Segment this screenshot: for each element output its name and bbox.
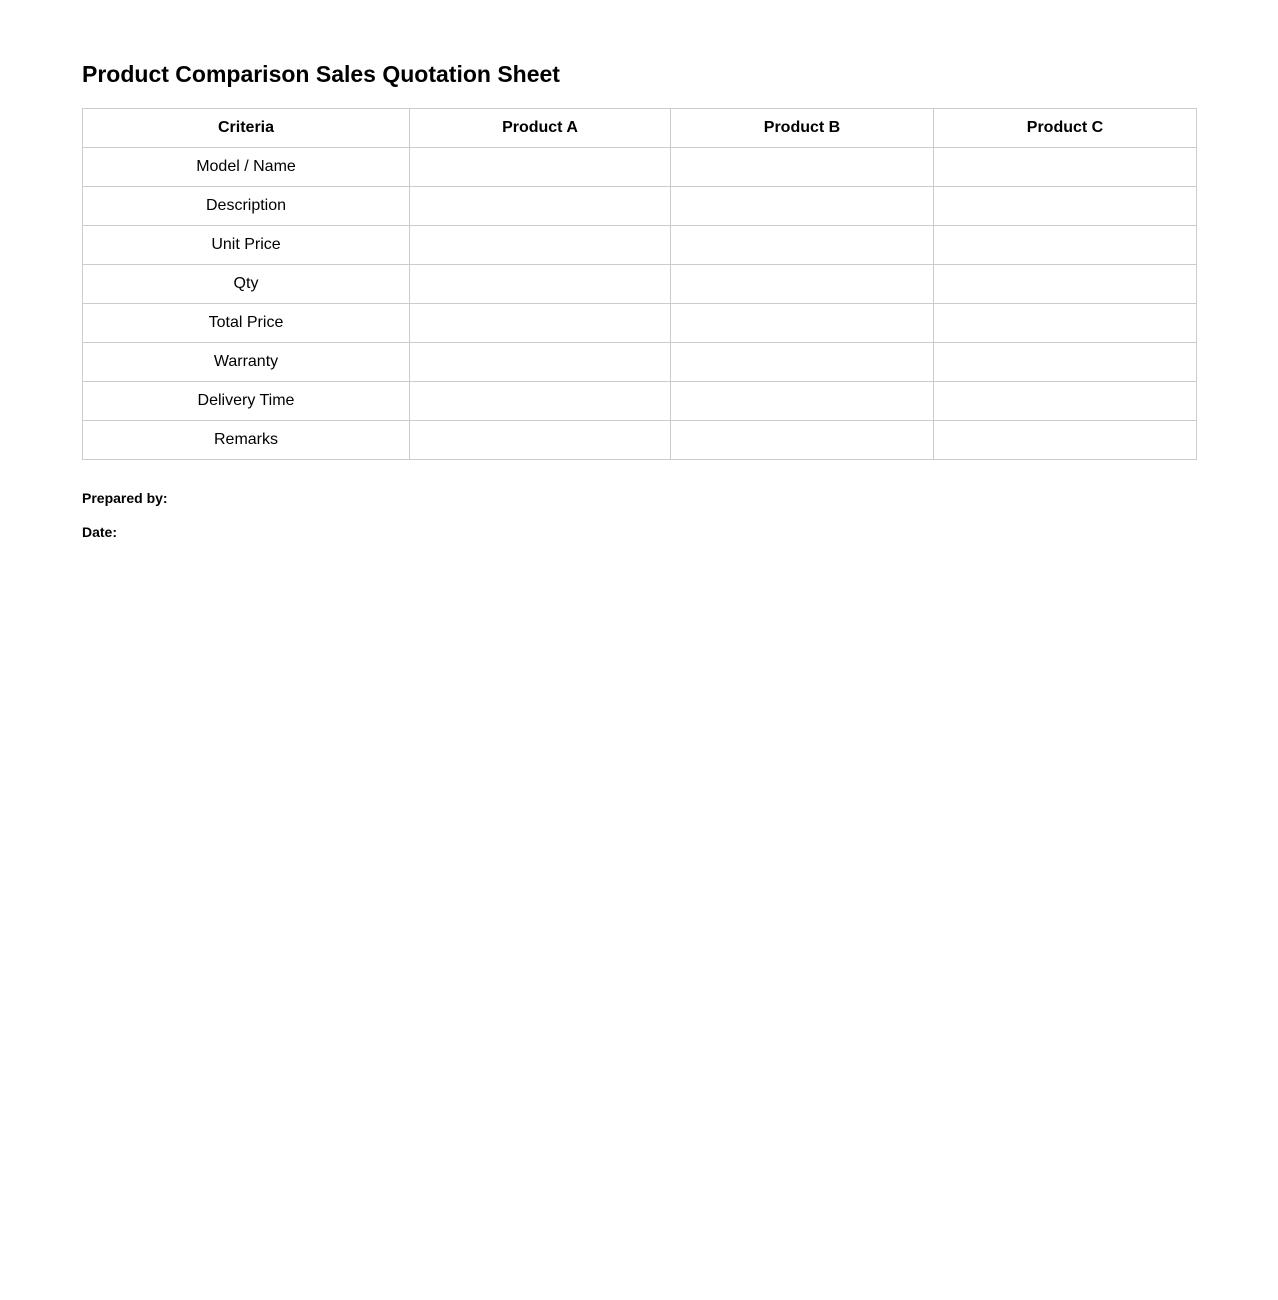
prepared-by-label: Prepared by:: [82, 490, 168, 506]
product-b-cell[interactable]: [671, 304, 934, 343]
product-c-cell[interactable]: [934, 187, 1197, 226]
header-product-a: Product A: [410, 109, 671, 148]
criteria-cell: Description: [83, 187, 410, 226]
product-b-cell[interactable]: [671, 187, 934, 226]
product-a-cell[interactable]: [410, 265, 671, 304]
product-b-cell[interactable]: [671, 148, 934, 187]
header-product-b: Product B: [671, 109, 934, 148]
product-c-cell[interactable]: [934, 265, 1197, 304]
product-b-cell[interactable]: [671, 226, 934, 265]
product-b-cell[interactable]: [671, 421, 934, 460]
criteria-cell: Total Price: [83, 304, 410, 343]
product-c-cell[interactable]: [934, 148, 1197, 187]
table-row: [83, 265, 1197, 304]
product-a-cell[interactable]: [410, 421, 671, 460]
product-c-cell[interactable]: [934, 343, 1197, 382]
criteria-cell: Remarks: [83, 421, 410, 460]
product-c-cell[interactable]: [934, 421, 1197, 460]
header-criteria: Criteria: [83, 109, 410, 148]
product-c-cell[interactable]: [934, 226, 1197, 265]
page-title: Product Comparison Sales Quotation Sheet: [82, 61, 560, 87]
table-row: [83, 148, 1197, 187]
product-a-cell[interactable]: [410, 187, 671, 226]
table-row: [83, 421, 1197, 460]
criteria-cell: Unit Price: [83, 226, 410, 265]
table-row: [83, 343, 1197, 382]
comparison-table: [82, 108, 1197, 460]
table-row: [83, 187, 1197, 226]
product-a-cell[interactable]: [410, 226, 671, 265]
product-a-cell[interactable]: [410, 343, 671, 382]
table-header-row: [83, 109, 1197, 148]
criteria-cell: Model / Name: [83, 148, 410, 187]
date-label: Date:: [82, 524, 118, 540]
table-row: [83, 304, 1197, 343]
product-c-cell[interactable]: [934, 304, 1197, 343]
product-a-cell[interactable]: [410, 304, 671, 343]
table-row: [83, 382, 1197, 421]
product-b-cell[interactable]: [671, 382, 934, 421]
product-a-cell[interactable]: [410, 148, 671, 187]
criteria-cell: Warranty: [83, 343, 410, 382]
table-row: [83, 226, 1197, 265]
header-product-c: Product C: [934, 109, 1197, 148]
product-b-cell[interactable]: [671, 265, 934, 304]
criteria-cell: Qty: [83, 265, 410, 304]
product-c-cell[interactable]: [934, 382, 1197, 421]
product-a-cell[interactable]: [410, 382, 671, 421]
criteria-cell: Delivery Time: [83, 382, 410, 421]
product-b-cell[interactable]: [671, 343, 934, 382]
